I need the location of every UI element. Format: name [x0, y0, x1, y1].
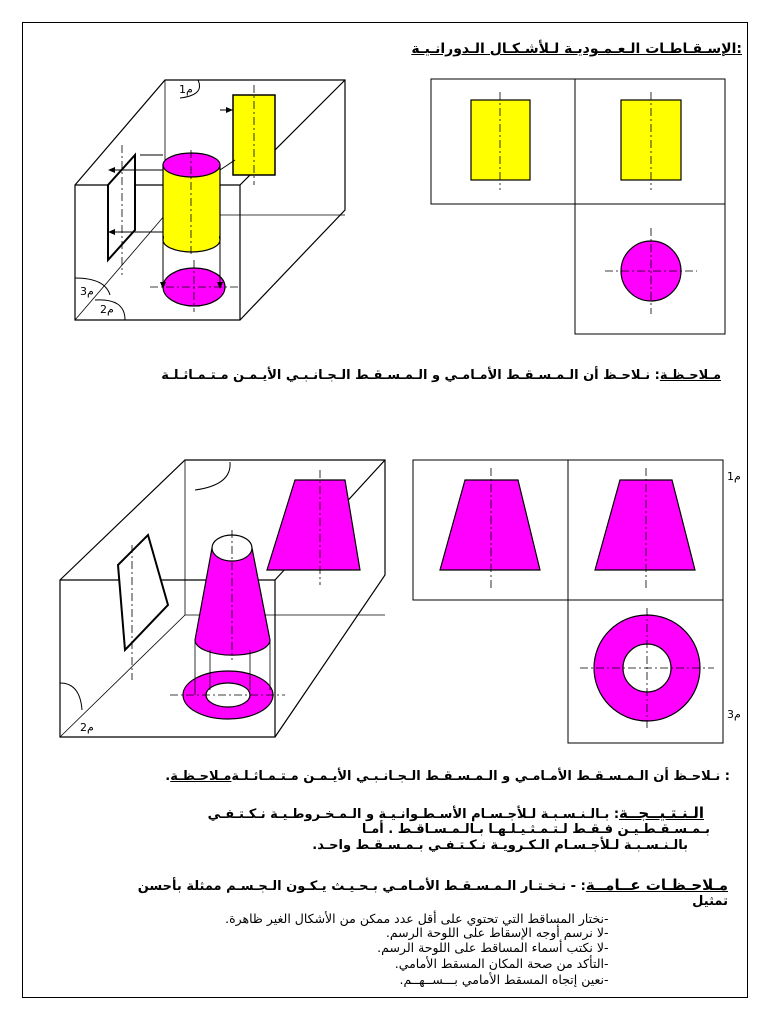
- note-2-text: : نـلاحـظ أن الـمـسـقـط الأمـامـي و الـمـسـقـط الـجـانـبـي الأيـمـن مـتـمـاثـلـة: [231, 769, 730, 784]
- note-1: [161, 368, 721, 383]
- general-notes-line-2: تمثيل: [692, 894, 728, 909]
- plane-label-m3-fig2: م3: [727, 708, 741, 721]
- frustum-isometric-figure: [55, 455, 395, 740]
- list-item: -لا نرسم أوجه الإسقاط على اللوحة الرسم.: [385, 925, 609, 940]
- list-item: -التأكد من صحة المكان المسقط الأمامي.: [394, 956, 609, 971]
- list-item: -لا نكتب أسماء المساقط على اللوحة الرسم.: [377, 940, 609, 955]
- list-item: -نختار المساقط التي تحتوي على أقل عدد ممكن من الأشكال الغير ظاهرة.: [225, 911, 609, 926]
- note-1-label: مـلاحـظـة: [659, 368, 721, 383]
- list-item: -نعين إتجاه المسقط الأمامي بـــســهــم.: [399, 972, 609, 987]
- plane-label-m3: م3: [80, 285, 94, 298]
- result-line-3: بالـنـسـبـة لـلأجـسـام الـكـرويـة نـكـتـفـي بـمـسـقـط واحـد.: [312, 838, 688, 853]
- result-line-2: بـمـسـقـطـيـن فـقـط لـتـمـثـيـلـهـا بـالـمـسـاقـط . أمـا: [361, 822, 710, 837]
- plane-label-m2: م2: [100, 303, 114, 316]
- plane-label-m1-fig2: م1: [727, 470, 741, 483]
- cylinder-isometric-figure: [60, 70, 350, 330]
- frustum-orthographic-views: [410, 458, 750, 748]
- note-2: : نـلاحـظ أن الـمـسـقـط الأمـامـي و الـمـسـقـط الـجـانـبـي الأيـمـن مـتـمـاثـلـةمـلاحـظـة.: [165, 769, 730, 784]
- result-label: الـنـتـيــجــة: [619, 804, 704, 822]
- note-1-text: : نـلاحـظ أن الـمـسـقـط الأمـامـي و الـمـسـقـط الـجـانـبـي الأيـمـن مـتـمـاثـلـة: [161, 368, 660, 383]
- cylinder-orthographic-views: [430, 78, 730, 336]
- plane-label-m2-fig2: م2: [80, 721, 94, 734]
- general-notes-label: مـلاحـظـات عــامــة: [585, 876, 728, 894]
- general-notes-line-1: مـلاحـظـات عــامــة: - نـخـتـار الـمـسـقـط الأمـامـي بـحـيـث يـكـون الـجـسـم ممثلة بأحسن: [137, 876, 728, 894]
- plane-label-m1: م1: [179, 83, 193, 96]
- result-line-1: الـنـتـيــجــة: بـالـنـسـبـة لـلأجـسـام الأسـطـوانـيـة و الـمـخـروطـيـة نـكـتـفـي: [207, 804, 704, 822]
- note-2-label: مـلاحـظـة: [170, 769, 232, 784]
- page-title: :الإسـقـاطـات الـعـمـوديـة لـلأشـكـال الـدورانـيـة: [411, 41, 742, 57]
